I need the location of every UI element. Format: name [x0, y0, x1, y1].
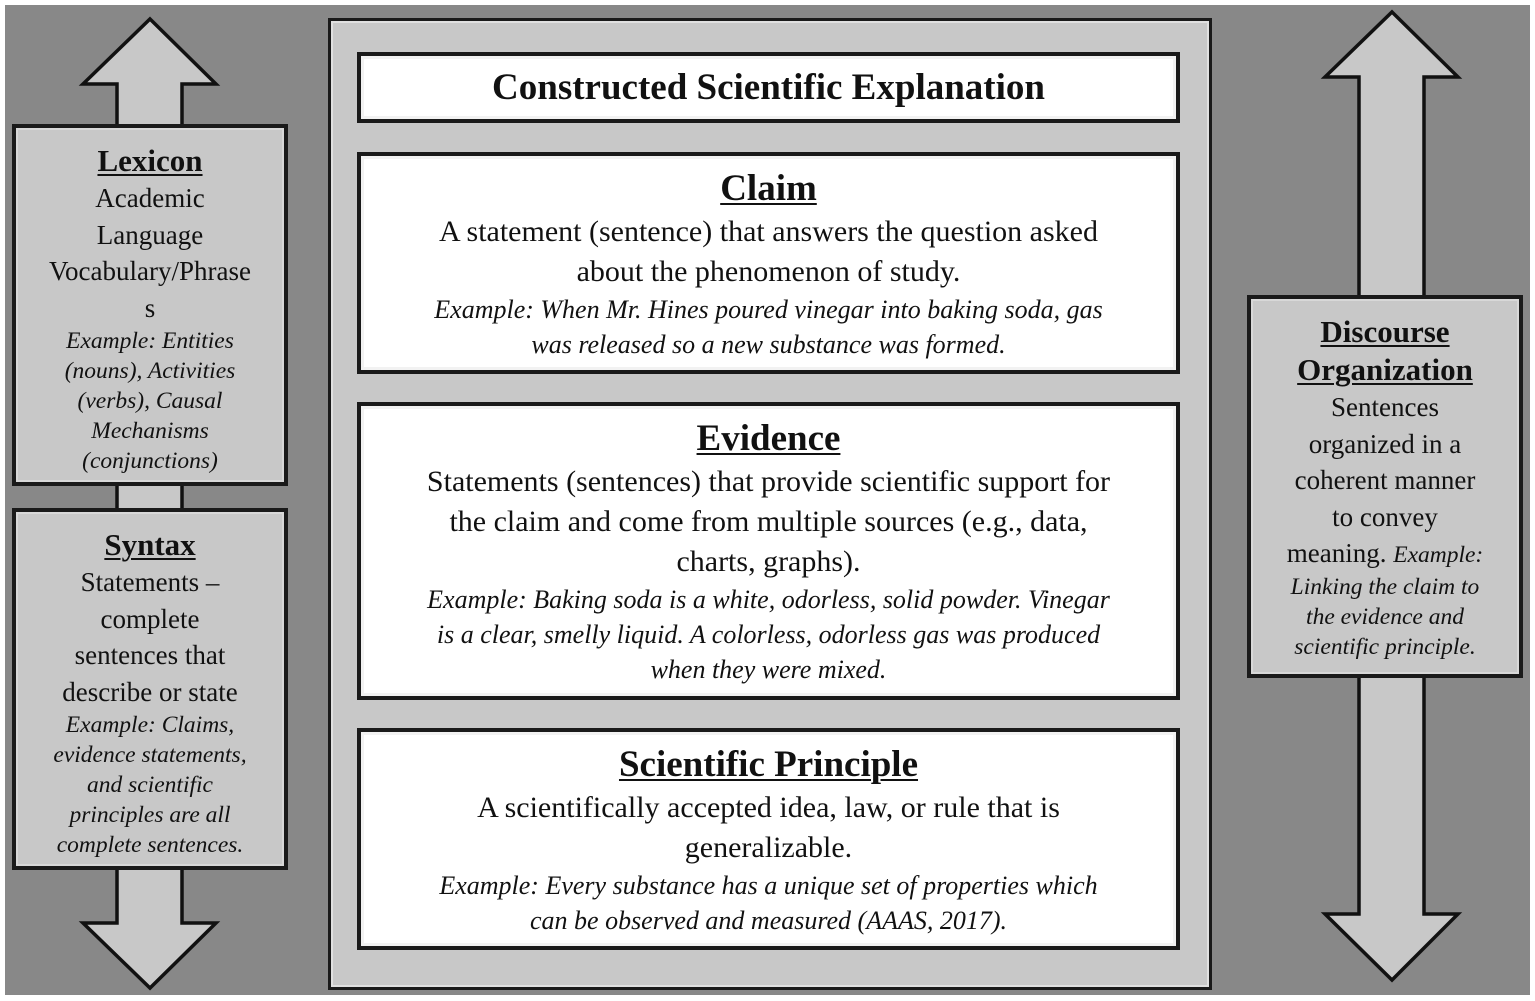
lexicon-body-line: Language	[96, 219, 204, 250]
syntax-example-line: evidence statements,	[53, 742, 247, 768]
evidence-body-line: Statements (sentences) that provide scientific support for	[426, 465, 1111, 498]
syntax-example-line: principles are all	[69, 802, 231, 828]
claim-box	[357, 152, 1180, 374]
syntax-body-line: describe or state	[62, 676, 238, 707]
principle-body-line: generalizable.	[684, 831, 853, 864]
evidence-body-line: charts, graphs).	[676, 545, 861, 578]
principle-example-line: can be observed and measured (AAAS, 2017).	[529, 906, 1008, 935]
discourse-example-line: scientific principle.	[1294, 633, 1476, 660]
lexicon-example	[16, 326, 284, 476]
syntax-example-line: and scientific	[87, 772, 213, 798]
discourse-body-line: organized in a	[1308, 428, 1462, 459]
left-up-arrow-icon	[83, 19, 216, 130]
principle-body	[361, 788, 1176, 868]
discourse-body-line: to convey	[1332, 501, 1438, 532]
syntax-body-line: Statements –	[80, 567, 220, 597]
left-down-arrow-icon	[83, 866, 216, 988]
lexicon-body-line: s	[144, 292, 156, 323]
evidence-body	[361, 462, 1176, 582]
claim-example-line: was released so a new substance was formed.	[531, 330, 1006, 359]
discourse-example-line: the evidence and	[1306, 603, 1464, 630]
discourse-example-line: Linking the claim to	[1290, 573, 1480, 600]
discourse-body-line: Sentences	[1331, 392, 1439, 422]
claim-body-line: A statement (sentence) that answers the question asked	[439, 215, 1098, 248]
discourse-title-line: Discourse	[1320, 314, 1450, 349]
lexicon-example-line: (conjunctions)	[82, 448, 218, 474]
principle-title: Scientific Principle	[618, 744, 919, 785]
evidence-example-line: Example: Baking soda is a white, odorless, solid powder. Vinegar	[427, 585, 1110, 614]
evidence-body-line: the claim and come from multiple sources (e.g., data,	[449, 505, 1088, 538]
evidence-example-line: when they were mixed.	[650, 655, 887, 684]
discourse-title-line: Organization	[1297, 352, 1473, 387]
principle-example-line: Example: Every substance has a unique set of properties which	[439, 871, 1098, 900]
lexicon-body-line: Vocabulary/Phrase	[49, 256, 251, 286]
title-box	[357, 52, 1180, 123]
discourse-mixed-line	[1251, 535, 1519, 572]
lexicon-example-line: Mechanisms	[91, 418, 209, 444]
diagram-title: Constructed Scientific Explanation	[492, 67, 1045, 108]
syntax-body-line: complete	[100, 603, 200, 634]
claim-body	[361, 212, 1176, 292]
claim-body-line: about the phenomenon of study.	[576, 255, 961, 288]
lexicon-body-line: Academic	[95, 183, 205, 213]
claim-example	[361, 292, 1176, 362]
lexicon-body	[16, 180, 284, 326]
claim-example-line: Example: When Mr. Hines poured vinegar into baking soda, gas	[434, 295, 1103, 324]
evidence-example	[361, 582, 1176, 687]
syntax-example-line: complete sentences.	[56, 832, 244, 858]
scientific-principle-box	[357, 728, 1180, 950]
principle-body-line: A scientifically accepted idea, law, or rule that is	[477, 791, 1060, 824]
right-down-arrow-icon	[1325, 674, 1458, 980]
lexicon-example-line: (verbs), Causal	[77, 388, 223, 414]
evidence-title: Evidence	[696, 418, 841, 459]
syntax-box	[12, 508, 288, 870]
syntax-title: Syntax	[104, 527, 196, 562]
lexicon-box	[12, 124, 288, 486]
lexicon-example-line: (nouns), Activities	[64, 358, 236, 384]
syntax-body	[16, 564, 284, 710]
evidence-box	[357, 402, 1180, 700]
discourse-example	[1251, 572, 1519, 662]
discourse-body-line: coherent manner	[1294, 465, 1476, 495]
discourse-body-fragment: meaning.	[1286, 538, 1394, 568]
syntax-example-line: Example: Claims,	[65, 712, 235, 738]
lexicon-example-line: Example: Entities	[66, 328, 234, 354]
syntax-body-line: sentences that	[74, 640, 226, 670]
evidence-example-line: is a clear, smelly liquid. A colorless, odorless gas was produced	[436, 620, 1101, 649]
discourse-body	[1251, 389, 1519, 572]
syntax-example	[16, 710, 284, 860]
discourse-example-label: Example:	[1393, 542, 1484, 568]
right-up-arrow-icon	[1325, 12, 1458, 300]
claim-title: Claim	[720, 168, 817, 209]
lexicon-title: Lexicon	[97, 143, 203, 178]
discourse-title	[1251, 313, 1519, 389]
discourse-organization-box	[1247, 295, 1523, 678]
principle-example	[361, 868, 1176, 938]
